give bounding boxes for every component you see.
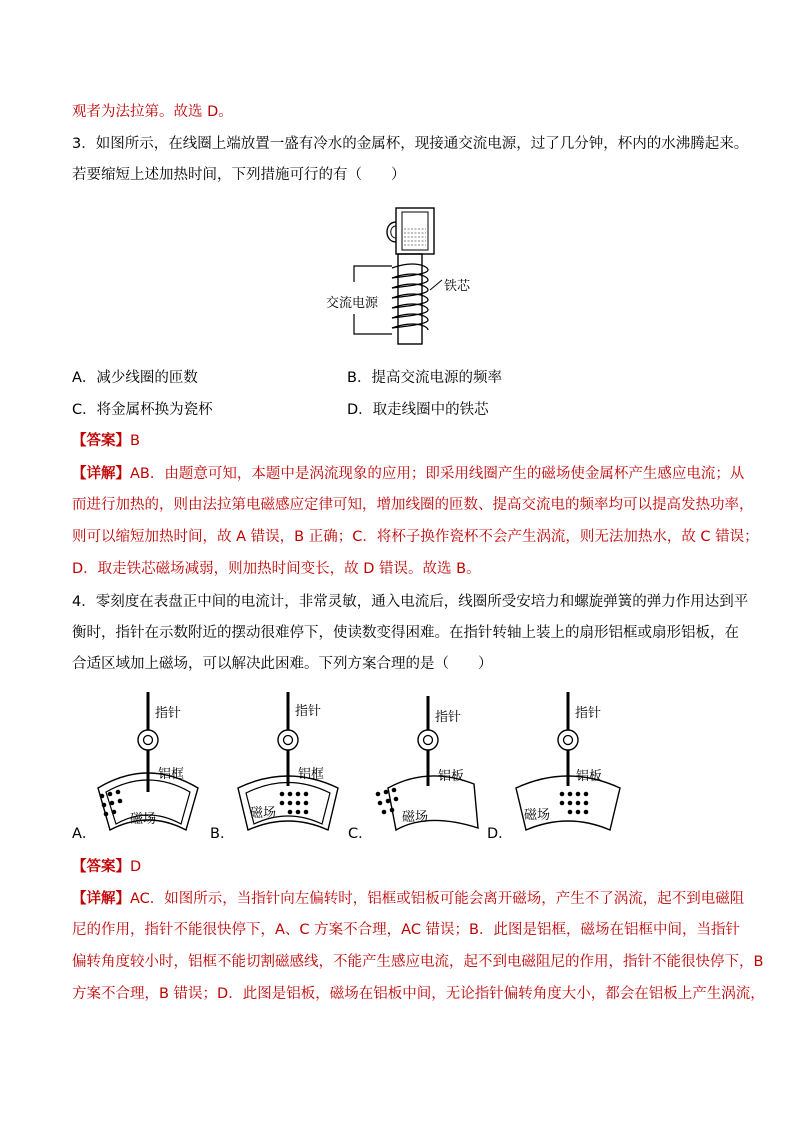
magnetic-field-dots xyxy=(560,792,589,815)
fig-a-field-label: 磁场 xyxy=(130,812,157,827)
magnetic-field-dots xyxy=(376,788,399,815)
q3-stem-line-1: 3．如图所示，在线圈上端放置一盛有冷水的金属杯，现接通交流电源，过了几分钟，杯内的水沸腾起来。 xyxy=(72,136,749,152)
fig-a-letter: A． xyxy=(72,826,97,842)
fig-b-part-label: 铝框 xyxy=(298,767,325,782)
q4-detail-line-3: 偏转角度较小时，铝框不能切割磁感线，不能产生感应电流，起不到电磁阻尼的作用，指针不能很快停下，B xyxy=(72,954,764,970)
wire-top xyxy=(354,266,392,282)
cold-water xyxy=(403,228,427,249)
q4-detail-line-4: 方案不合理，B 错误；D．此图是铝板，磁场在铝板中间，无论指针偏转角度大小，都会在铝板上产生涡流， xyxy=(72,986,765,1002)
fig-a-part-label: 铝框 xyxy=(158,767,185,782)
q3-detail-tag: 【详解】 xyxy=(72,466,130,482)
q3-option-b: B．提高交流电源的频率 xyxy=(347,370,502,386)
fig-c-part-label: 铝板 xyxy=(438,769,465,784)
fig-b-letter: B． xyxy=(210,826,235,842)
fig-d-pointer-label: 指针 xyxy=(575,706,602,721)
q3-answer xyxy=(72,431,140,451)
fig-d-letter: D． xyxy=(487,826,513,842)
q4-answer xyxy=(72,857,141,877)
wire-bottom xyxy=(354,314,392,334)
prev-solution-tail: 观者为法拉第。故选 D。 xyxy=(72,104,233,120)
q3-detail-line-2: 而进行加热的，则由法拉第电磁感应定律可知，增加线圈的匝数、提高交流电的频率均可以提高发热功率， xyxy=(72,497,754,513)
q3-answer-value: B xyxy=(130,433,140,449)
q4-answer-tag: 【答案】 xyxy=(72,859,130,875)
q3-option-c: C．将金属杯换为瓷杯 xyxy=(72,402,213,418)
magnetic-field-dots xyxy=(280,792,309,815)
q3-detail-line-4: D．取走铁芯磁场减弱，则加热时间变长，故 D 错误。故选 B。 xyxy=(72,561,481,577)
q3-stem-line-2: 若要缩短上述加热时间，下列措施可行的有（ ） xyxy=(72,167,406,183)
q4-answer-value: D xyxy=(130,859,142,875)
fig-b-field-label: 磁场 xyxy=(250,806,277,821)
fig-a-pointer-label: 指针 xyxy=(155,706,182,721)
q3-detail-line-3: 则可以缩短加热时间，故 A 错误，B 正确；C．将杯子换作瓷杯不会产生涡流，则无法加热水，故 C 错误； xyxy=(72,529,759,545)
q4-detail-tag: 【详解】 xyxy=(72,891,130,907)
magnetic-field-dots xyxy=(100,790,123,817)
q4-figure-b xyxy=(226,688,346,838)
q3-option-d: D．取走线圈中的铁芯 xyxy=(347,402,489,418)
q3-detail-line-1: 【详解】AB．由题意可知，本题中是涡流现象的应用；即采用线圈产生的磁场使金属杯产生感应电流；从 xyxy=(72,466,745,482)
fig-d-part-label: 铝板 xyxy=(576,769,603,784)
cup-handle xyxy=(387,222,396,242)
fig-c-letter: C． xyxy=(348,826,373,842)
q4-detail-line-1: 【详解】AC．如图所示，当指针向左偏转时，铝框或铝板可能会离开磁场，产生不了涡流，起不到电磁阻 xyxy=(72,891,745,907)
q3-option-a: A．减少线圈的匝数 xyxy=(72,370,198,386)
fig-c-field-label: 磁场 xyxy=(402,810,429,825)
q4-stem-line-3: 合适区域加上磁场，可以解决此困难。下列方案合理的是（ ） xyxy=(72,656,493,672)
q3-answer-tag: 【答案】 xyxy=(72,433,130,449)
fig-b-pointer-label: 指针 xyxy=(295,704,322,719)
iron-core xyxy=(398,254,422,344)
q4-detail-line-2: 尼的作用，指针不能很快停下，A、C 方案不合理，AC 错误；B．此图是铝框，磁场在铝框中间，当指针 xyxy=(72,922,740,938)
fig-d-field-label: 磁场 xyxy=(524,808,551,823)
q4-stem-line-1: 4．零刻度在表盘正中间的电流计，非常灵敏，通入电流后，线圈所受安培力和螺旋弹簧的弹力作用达到平 xyxy=(72,594,749,610)
label-iron-core: 铁芯 xyxy=(444,279,471,294)
q4-stem-line-2: 衡时，指针在示数附近的摆动很难停下，使读数变得困难。在指针转轴上装上的扇形铝框或扇形铝板，在 xyxy=(72,625,739,641)
label-ac-power: 交流电源 xyxy=(326,296,379,311)
fig-c-pointer-label: 指针 xyxy=(435,710,462,725)
